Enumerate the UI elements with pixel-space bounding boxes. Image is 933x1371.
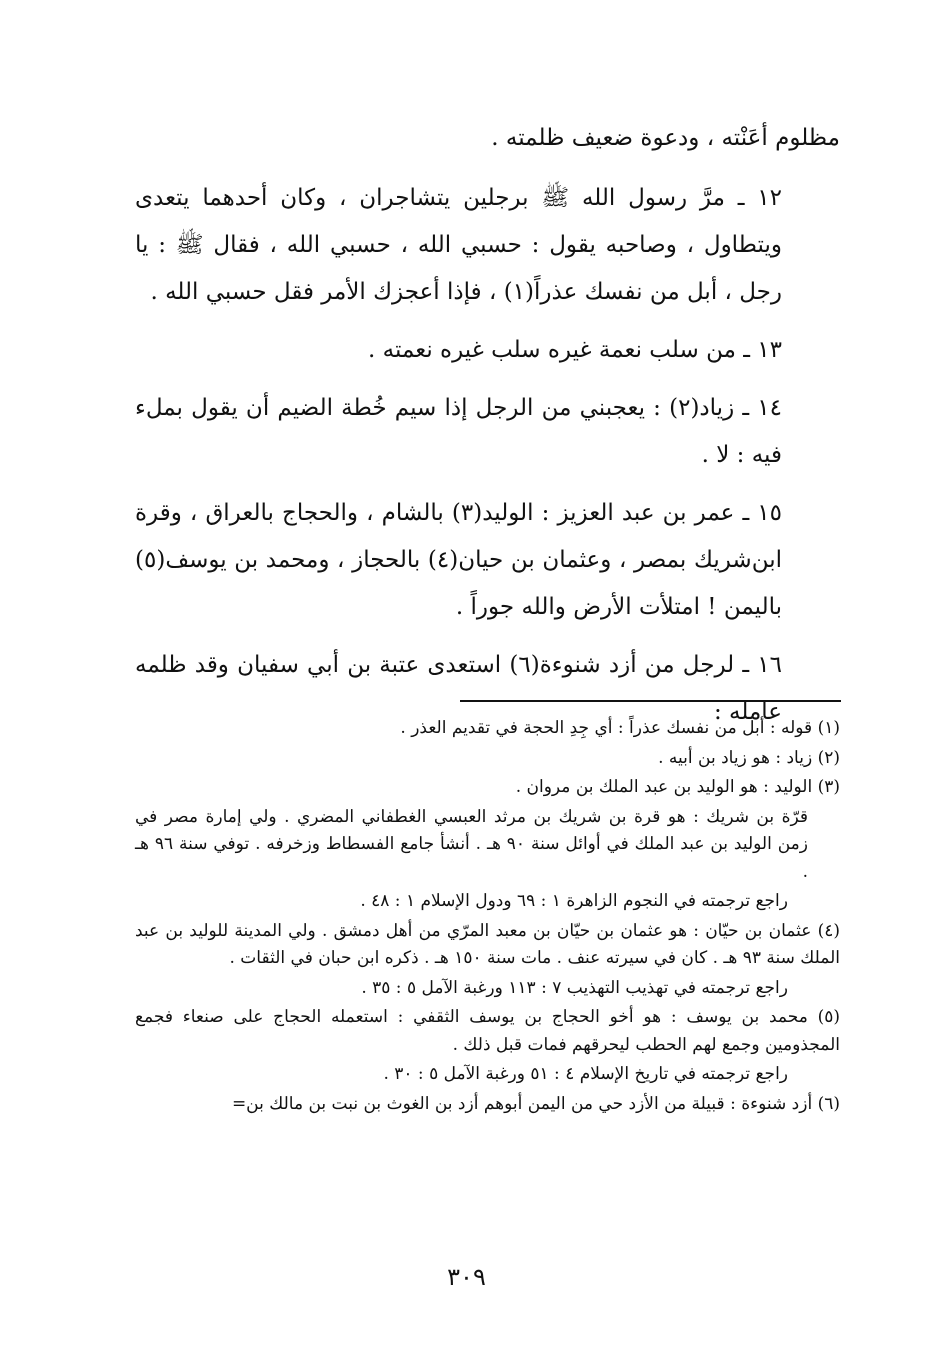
footnote-4-reference: راجع ترجمته في تهذيب التهذيب ٧ : ١١٣ ورغبة الآمل ٥ : ٣٥ . <box>361 977 788 998</box>
paragraph-12: ١٢ ـ مرَّ رسول الله ﷺ برجلين يتشاجران ، وكان أحدهما يتعدى ويتطاول ، وصاحبه يقول : حسبي الله ، حسبي الله ، فقال ﷺ : يا رجل ، أبل من نفسك عذراً(١) ، فإذا أعجزك الأمر فقل حسبي الله . <box>135 185 782 305</box>
footnote-5-reference: راجع ترجمته في تاريخ الإسلام ٤ : ٥١ ورغبة الآمل ٥ : ٣٠ . <box>383 1064 788 1084</box>
footnote-4: (٤) عثمان بن حيّان : هو عثمان بن حيّان بن معبد المرّي من أهل دمشق . ولي المدينة للوليد بن عبد الملك سنة ٩٣ هـ . كان في سيرته عنف . مات سنة ١٥٠ هـ . ذكره ابن حبان في الثقات . <box>135 920 840 968</box>
paragraph-15: ١٥ ـ عمر بن عبد العزيز : الوليد(٣) بالشام ، والحجاج بالعراق ، وقرة ابن‌شريك بمصر ، وعثمان بن حيان(٤) بالحجاز ، ومحمد بن يوسف(٥) باليمن ! امتلأت الأرض والله جوراً . <box>135 500 783 620</box>
page-number: ٣٠٩ <box>447 1263 486 1291</box>
paragraph-14: ١٤ ـ زياد(٢) : يعجبني من الرجل إذا سيم خُطة الضيم أن يقول بملء فيه : لا . <box>135 395 783 468</box>
paragraph-11-continuation: مظلوم أعَنْته ، ودعوة ضعيف ظلمته . <box>491 125 840 151</box>
paragraph-16: ١٦ ـ لرجل من أزد شنوءة(٦) استعدى عتبة بن أبي سفيان وقد ظلمه عامله : <box>135 652 782 725</box>
footnote-3-reference: راجع ترجمته في النجوم الزاهرة ١ : ٦٩ ودول الإسلام ١ : ٤٨ . <box>360 891 788 911</box>
paragraph-13: ١٣ ـ من سلب نعمة غيره سلب غيره نعمته . <box>368 337 782 363</box>
footnotes <box>135 715 840 1120</box>
footnote-3-qurra: قرّة بن شريك : هو قرة بن شريك بن مرثد العبسي الغطفاني المضري . ولي إمارة مصر في زمن الوليد بن عبد الملك في أوائل سنة ٩٠ هـ . أنشأ جامع الفسطاط وزخرفه . توفي سنة ٩٦ هـ . <box>135 806 808 882</box>
footnote-6: (٦) أزد شنوءة : قبيلة من الأزد حي من اليمن أبوهم أزد بن الغوث بن نبت بن مالك بن= <box>231 1093 840 1114</box>
footnote-separator <box>460 700 841 702</box>
main-text <box>135 115 840 747</box>
footnote-5: (٥) محمد بن يوسف : هو أخو الحجاج بن يوسف الثقفي : استعمله الحجاج على صنعاء فجمع المجذومين وجمع لهم الحطب ليحرقهم فمات قبل ذلك . <box>135 1007 840 1055</box>
footnote-1: (١) قوله : أبل من نفسك عذراً : أي جِدِ الحجة في تقديم العذر . <box>400 718 840 738</box>
footnote-2: (٢) زياد : هو زياد بن أبيه . <box>658 747 840 768</box>
footnote-3: (٣) الوليد : هو الوليد بن عبد الملك بن مروان . <box>515 777 840 797</box>
